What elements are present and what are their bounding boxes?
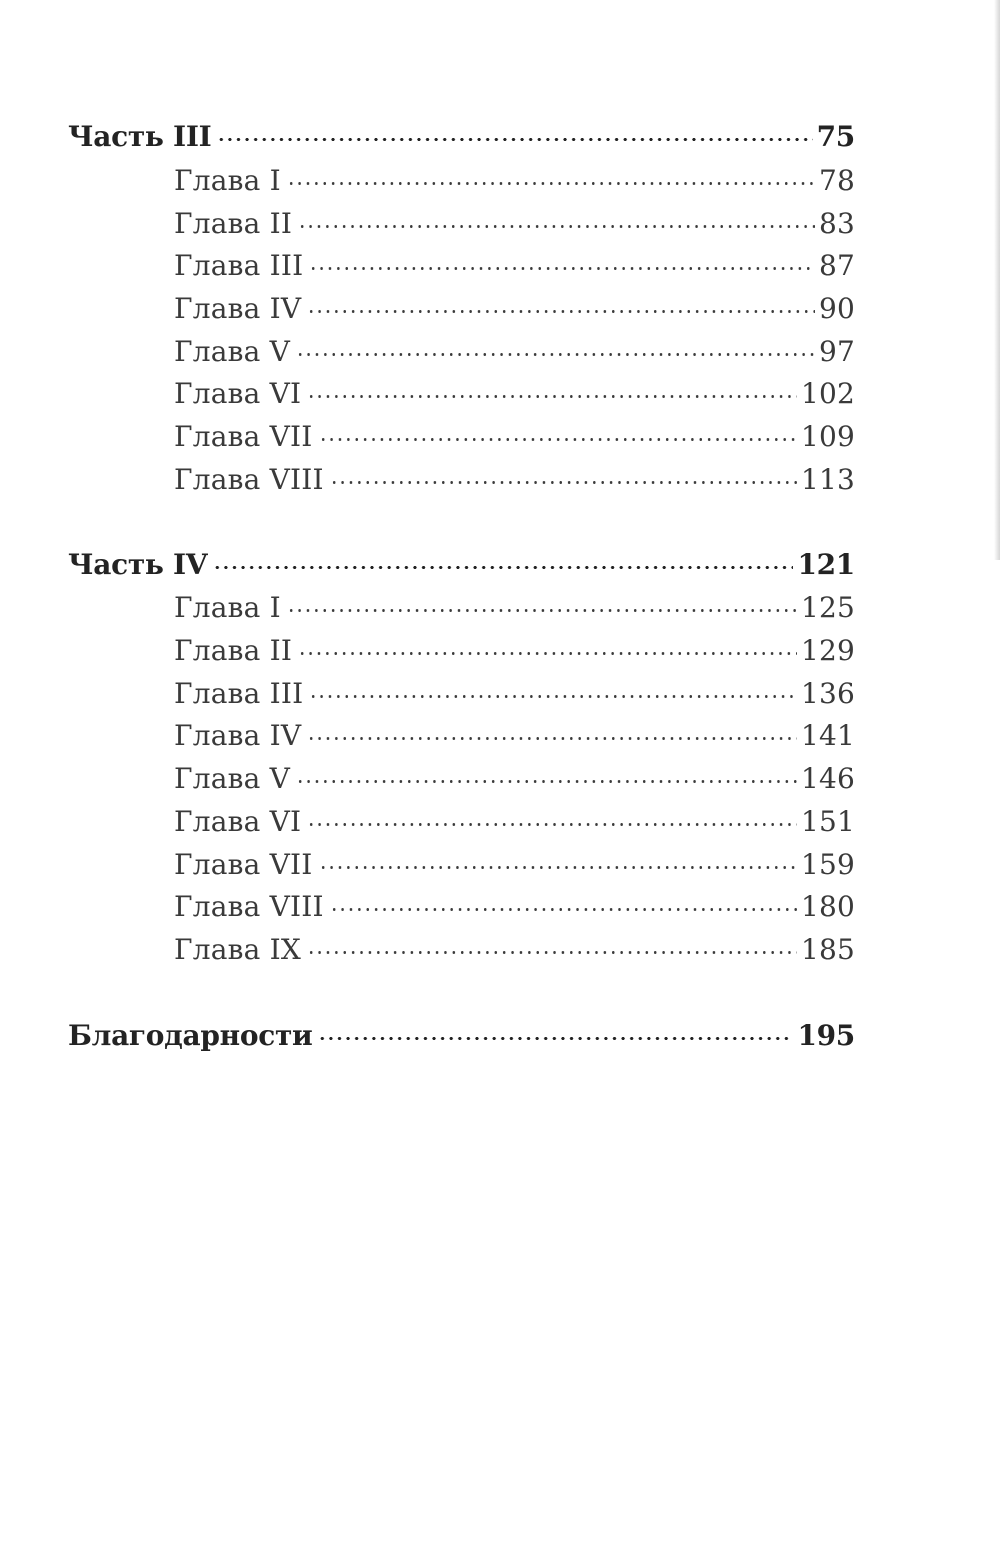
toc-page-number: 83 — [818, 207, 855, 240]
toc-chapter[interactable] — [174, 887, 855, 927]
toc-chapter-title: Глава VII — [174, 420, 313, 453]
toc-acknowledgements[interactable] — [68, 1016, 855, 1056]
toc-page-number: 102 — [800, 377, 855, 410]
toc-page-number: 78 — [818, 164, 855, 197]
dot-leader — [307, 719, 797, 747]
toc-page-number: 121 — [797, 548, 855, 581]
dot-leader — [307, 377, 797, 405]
dot-leader — [298, 634, 797, 662]
dot-leader — [319, 420, 797, 448]
toc-part-title: Часть III — [68, 120, 212, 153]
toc-chapter[interactable] — [174, 417, 855, 457]
toc-chapter[interactable] — [174, 802, 855, 842]
dot-leader — [330, 463, 797, 491]
dot-leader — [319, 848, 797, 876]
dot-leader — [298, 207, 815, 235]
toc-chapter-title: Глава IX — [174, 933, 301, 966]
toc-chapter-title: Глава IV — [174, 292, 302, 325]
dot-leader — [217, 120, 812, 148]
toc-page-number: 185 — [800, 933, 855, 966]
dot-leader — [213, 548, 793, 576]
toc-part-title: Часть IV — [68, 548, 208, 581]
toc-page-number: 195 — [797, 1019, 855, 1052]
toc-chapter-title: Глава I — [174, 591, 281, 624]
toc-chapter-title: Глава III — [174, 677, 304, 710]
toc-part-title: Благодарности — [68, 1019, 313, 1052]
dot-leader — [318, 1019, 793, 1047]
toc-chapter[interactable] — [174, 716, 855, 756]
toc-page-number: 90 — [818, 292, 855, 325]
toc-page-number: 146 — [800, 762, 855, 795]
toc-page-number: 87 — [818, 249, 855, 282]
toc-chapter[interactable] — [174, 161, 855, 201]
toc-chapter-title: Глава VIII — [174, 463, 324, 496]
toc-page-number: 97 — [818, 335, 855, 368]
toc-page-number: 125 — [800, 591, 855, 624]
toc-chapter[interactable] — [174, 374, 855, 414]
page-edge-shadow — [994, 0, 1000, 560]
dot-leader — [296, 335, 815, 363]
toc-chapter-title: Глава III — [174, 249, 304, 282]
toc-page-number: 141 — [800, 719, 855, 752]
toc-chapter[interactable] — [174, 845, 855, 885]
toc-chapter[interactable] — [174, 588, 855, 628]
dot-leader — [307, 292, 815, 320]
toc-page-number: 151 — [800, 805, 855, 838]
dot-leader — [307, 933, 797, 961]
toc-chapter-title: Глава V — [174, 762, 290, 795]
dot-leader — [287, 591, 797, 619]
toc-page-number: 159 — [800, 848, 855, 881]
toc-chapter[interactable] — [174, 460, 855, 500]
toc-chapter[interactable] — [174, 289, 855, 329]
toc-chapter-title: Глава V — [174, 335, 290, 368]
toc-chapter-title: Глава II — [174, 207, 293, 240]
toc-page-number: 75 — [816, 120, 855, 153]
toc-chapter[interactable] — [174, 930, 855, 970]
toc-page-number: 109 — [800, 420, 855, 453]
toc-page-number: 136 — [800, 677, 855, 710]
toc-chapter[interactable] — [174, 204, 855, 244]
dot-leader — [307, 805, 797, 833]
dot-leader — [287, 164, 815, 192]
toc-part-3[interactable] — [68, 117, 855, 157]
toc-part-4[interactable] — [68, 545, 855, 585]
toc-chapter-title: Глава IV — [174, 719, 302, 752]
toc-chapter[interactable] — [174, 332, 855, 372]
toc-chapter[interactable] — [174, 246, 855, 286]
toc-page-number: 180 — [800, 890, 855, 923]
toc-chapter-title: Глава VI — [174, 377, 302, 410]
toc-chapter-title: Глава VI — [174, 805, 302, 838]
toc-page-number: 129 — [800, 634, 855, 667]
toc-chapter-title: Глава II — [174, 634, 293, 667]
toc-chapter-title: Глава VIII — [174, 890, 324, 923]
toc-chapter-title: Глава I — [174, 164, 281, 197]
dot-leader — [309, 249, 815, 277]
toc-chapter-title: Глава VII — [174, 848, 313, 881]
toc-chapter[interactable] — [174, 759, 855, 799]
dot-leader — [296, 762, 797, 790]
dot-leader — [309, 677, 797, 705]
dot-leader — [330, 890, 797, 918]
toc-page-number: 113 — [800, 463, 855, 496]
toc-chapter[interactable] — [174, 674, 855, 714]
toc-chapter[interactable] — [174, 631, 855, 671]
